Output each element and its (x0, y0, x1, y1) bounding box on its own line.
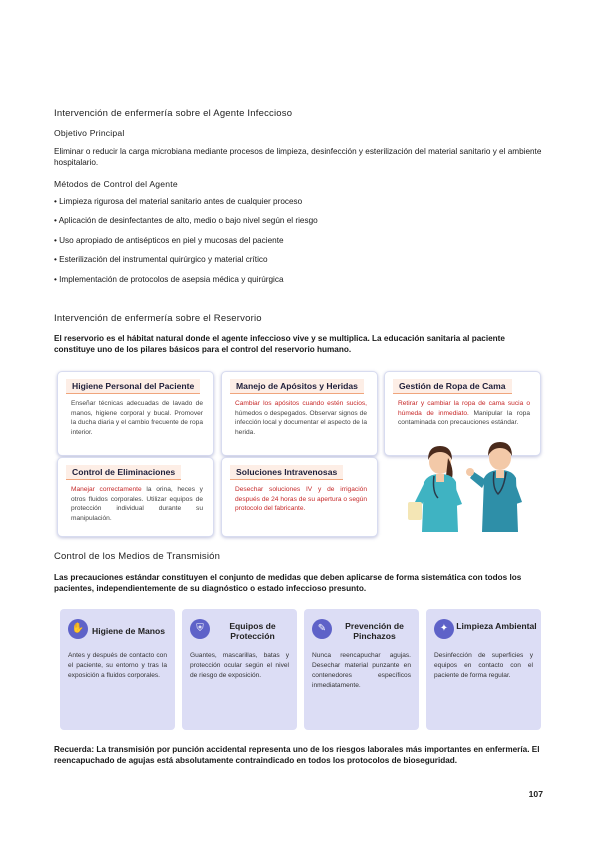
nurses-illustration (388, 432, 543, 539)
card-environmental-cleaning (426, 609, 541, 730)
card-title: Equipos de Protección (229, 621, 276, 641)
card-body: Nunca reencapuchar agujas. Desechar material punzante en contenedores específicos inmediatamente. (312, 652, 411, 689)
card-title: Limpieza Ambiental (456, 621, 537, 631)
section-title-transmission: Control de los Medios de Transmisión (54, 551, 221, 562)
card-body: Retirar y cambiar la ropa de cama sucia o húmeda de inmediato. Manipular la ropa contaminada con precauciones estándar. (398, 400, 531, 427)
card-body: Manejar correctamente la orina, heces y otros fluidos corporales. Utilizar equipos de protección individual durante su manipulación. (71, 486, 203, 522)
card-body: Cambiar los apósitos cuando estén sucios, húmedos o despegados. Observar signos de infección local y documentar el aspecto de la herida. (235, 400, 367, 436)
list-item: • Limpieza rigurosa del material sanitario antes de cualquier proceso (54, 197, 303, 206)
card-protective-equipment (182, 609, 297, 730)
syringe-icon: ✎ (312, 619, 332, 639)
card-body: Guantes, mascarillas, batas y protección ocular según el nivel de riesgo de exposición. (190, 652, 289, 679)
list-item: • Esterilización del instrumental quirúrgico y material crítico (54, 255, 268, 264)
list-item: • Aplicación de desinfectantes de alto, medio o bajo nivel según el riesgo (54, 216, 318, 225)
list-item: • Uso apropiado de antisépticos en piel y mucosas del paciente (54, 236, 284, 245)
card-body: Antes y después de contacto con el paciente, su entorno y tras la exposición a fluidos corporales. (68, 652, 167, 679)
list-item: • Implementación de protocolos de asepsia médica y quirúrgica (54, 275, 284, 284)
hand-wash-icon: ✋ (68, 619, 88, 639)
sparkle-icon: ✦ (434, 619, 454, 639)
methods-label: Métodos de Control del Agente (54, 179, 178, 189)
nurse-figure-right (466, 442, 522, 532)
transmission-intro: Las precauciones estándar constituyen el conjunto de medidas que deben aplicarse de forma sistemática con todos los pacientes, independientemente de su diagnóstico o estado infeccioso presunto. (54, 573, 522, 593)
card-hand-hygiene (60, 609, 175, 730)
section-title-reservoir: Intervención de enfermería sobre el Reservorio (54, 313, 262, 324)
card-title: Manejo de Apósitos y Heridas (230, 379, 364, 393)
card-title: Soluciones Intravenosas (230, 465, 343, 479)
objective-text: Eliminar o reducir la carga microbiana mediante procesos de limpieza, desinfección y esterilización del material sanitario y el ambiente hospitalario. (54, 147, 542, 167)
card-personal-hygiene (57, 371, 214, 456)
reservoir-intro: El reservorio es el hábitat natural donde el agente infeccioso vive y se multiplica. La educación sanitaria al paciente constituye uno de los pilares básicos para el control del reservorio humano. (54, 334, 505, 354)
card-body: Desechar soluciones IV y de irrigación después de 24 horas de su apertura o según protocolo del fabricante. (235, 486, 367, 513)
card-iv-solutions (221, 457, 378, 537)
card-title: Gestión de Ropa de Cama (393, 379, 512, 393)
card-title: Higiene de Manos (92, 626, 166, 636)
card-body: Enseñar técnicas adecuadas de lavado de manos, higiene corporal y bucal. Promover la ducha diaria y el cambio frecuente de ropa interior. (71, 400, 203, 436)
nurse-figure-left (408, 446, 462, 532)
page-number: 107 (528, 789, 543, 799)
card-needle-prevention (304, 609, 419, 730)
card-title: Prevención de Pinchazos (345, 621, 404, 641)
card-body: Desinfección de superficies y equipos en contacto con el paciente de forma regular. (434, 652, 533, 679)
card-eliminations (57, 457, 214, 537)
section-title-agent: Intervención de enfermería sobre el Agente Infeccioso (54, 108, 293, 119)
card-title: Control de Eliminaciones (66, 465, 181, 479)
card-title: Higiene Personal del Paciente (66, 379, 200, 393)
card-wound-dressings (221, 371, 378, 456)
objective-label: Objetivo Principal (54, 128, 125, 138)
shield-icon: ⛨ (190, 619, 210, 639)
reminder-note: Recuerda: La transmisión por punción accidental representa uno de los riesgos laborales más importantes en enfermería. El reencapuchado de agujas está absolutamente contraindicado en todos los protocolos de bioseguridad. (54, 745, 540, 765)
